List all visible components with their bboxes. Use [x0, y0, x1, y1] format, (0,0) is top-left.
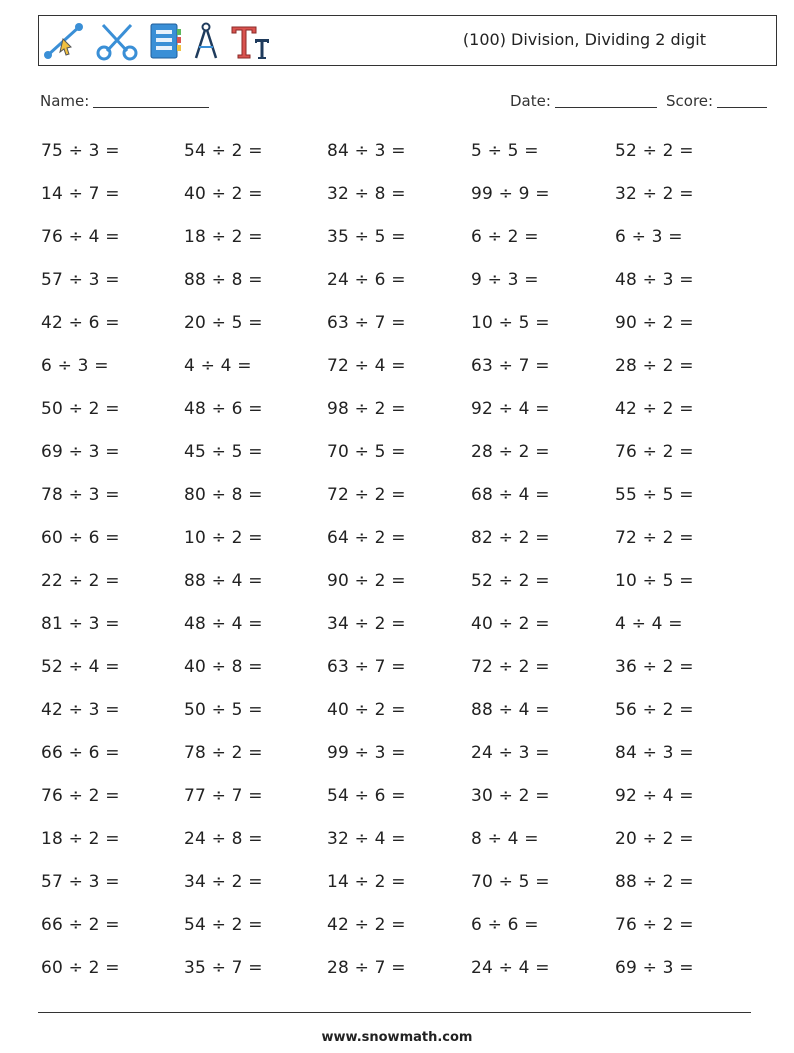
problem-item: 28 ÷ 2 = — [471, 442, 550, 462]
problem-item: 50 ÷ 2 = — [41, 399, 120, 419]
name-blank[interactable] — [93, 107, 209, 108]
problem-item: 18 ÷ 2 = — [184, 227, 263, 247]
problem-item: 72 ÷ 4 = — [327, 356, 406, 376]
name-field — [40, 92, 209, 110]
problem-item: 76 ÷ 2 = — [41, 786, 120, 806]
problem-item: 28 ÷ 2 = — [615, 356, 694, 376]
problem-item: 52 ÷ 2 = — [615, 141, 694, 161]
problem-item: 75 ÷ 3 = — [41, 141, 120, 161]
footer-divider — [38, 1012, 751, 1013]
problem-item: 8 ÷ 4 = — [471, 829, 539, 849]
problem-item: 81 ÷ 3 = — [41, 614, 120, 634]
problem-item: 52 ÷ 4 = — [41, 657, 120, 677]
problem-item: 18 ÷ 2 = — [41, 829, 120, 849]
problem-item: 76 ÷ 2 = — [615, 442, 694, 462]
header-icons — [43, 21, 273, 61]
problem-item: 68 ÷ 4 = — [471, 485, 550, 505]
problem-item: 30 ÷ 2 = — [471, 786, 550, 806]
problem-item: 24 ÷ 8 = — [184, 829, 263, 849]
problem-item: 4 ÷ 4 = — [184, 356, 252, 376]
line-tool-icon — [43, 21, 87, 61]
problem-item: 60 ÷ 2 = — [41, 958, 120, 978]
problem-item: 76 ÷ 2 = — [615, 915, 694, 935]
problem-item: 45 ÷ 5 = — [184, 442, 263, 462]
problem-item: 76 ÷ 4 = — [41, 227, 120, 247]
problem-item: 72 ÷ 2 = — [471, 657, 550, 677]
problem-item: 78 ÷ 2 = — [184, 743, 263, 763]
problem-item: 14 ÷ 2 = — [327, 872, 406, 892]
problem-item: 6 ÷ 6 = — [471, 915, 539, 935]
problem-item: 35 ÷ 5 = — [327, 227, 406, 247]
problem-item: 48 ÷ 4 = — [184, 614, 263, 634]
problem-item: 88 ÷ 8 = — [184, 270, 263, 290]
notebook-icon — [147, 21, 183, 61]
problem-item: 22 ÷ 2 = — [41, 571, 120, 591]
header-box — [38, 15, 777, 66]
problem-item: 32 ÷ 8 = — [327, 184, 406, 204]
worksheet-title: (100) Division, Dividing 2 digit — [462, 30, 706, 49]
problem-item: 35 ÷ 7 = — [184, 958, 263, 978]
problem-item: 69 ÷ 3 = — [41, 442, 120, 462]
footer-url: www.snowmath.com — [321, 1030, 473, 1045]
date-blank[interactable] — [555, 107, 657, 108]
problem-item: 42 ÷ 2 = — [615, 399, 694, 419]
date-label: Date: — [510, 92, 551, 110]
problem-item: 84 ÷ 3 = — [615, 743, 694, 763]
compass-icon — [191, 21, 221, 61]
problem-item: 77 ÷ 7 = — [184, 786, 263, 806]
problem-item: 6 ÷ 3 = — [615, 227, 683, 247]
date-field — [510, 92, 657, 110]
problem-item: 24 ÷ 6 = — [327, 270, 406, 290]
problem-item: 10 ÷ 5 = — [471, 313, 550, 333]
problem-item: 72 ÷ 2 = — [615, 528, 694, 548]
problem-item: 6 ÷ 2 = — [471, 227, 539, 247]
problem-item: 24 ÷ 3 = — [471, 743, 550, 763]
problem-item: 36 ÷ 2 = — [615, 657, 694, 677]
text-size-icon — [229, 21, 273, 61]
problem-item: 6 ÷ 3 = — [41, 356, 109, 376]
problem-item: 90 ÷ 2 = — [327, 571, 406, 591]
name-label: Name: — [40, 92, 90, 110]
problem-item: 55 ÷ 5 = — [615, 485, 694, 505]
problem-item: 84 ÷ 3 = — [327, 141, 406, 161]
problem-item: 42 ÷ 3 = — [41, 700, 120, 720]
problem-item: 66 ÷ 6 = — [41, 743, 120, 763]
problem-item: 57 ÷ 3 = — [41, 270, 120, 290]
problem-item: 14 ÷ 7 = — [41, 184, 120, 204]
problem-item: 60 ÷ 6 = — [41, 528, 120, 548]
problem-item: 63 ÷ 7 = — [471, 356, 550, 376]
problem-item: 5 ÷ 5 = — [471, 141, 539, 161]
problem-item: 34 ÷ 2 = — [327, 614, 406, 634]
problem-item: 24 ÷ 4 = — [471, 958, 550, 978]
problem-item: 63 ÷ 7 = — [327, 313, 406, 333]
problem-item: 82 ÷ 2 = — [471, 528, 550, 548]
problem-item: 42 ÷ 6 = — [41, 313, 120, 333]
problem-item: 69 ÷ 3 = — [615, 958, 694, 978]
problem-item: 72 ÷ 2 = — [327, 485, 406, 505]
problem-item: 64 ÷ 2 = — [327, 528, 406, 548]
problem-item: 54 ÷ 2 = — [184, 141, 263, 161]
problem-item: 66 ÷ 2 = — [41, 915, 120, 935]
problem-item: 50 ÷ 5 = — [184, 700, 263, 720]
problem-item: 80 ÷ 8 = — [184, 485, 263, 505]
problem-item: 78 ÷ 3 = — [41, 485, 120, 505]
problem-item: 56 ÷ 2 = — [615, 700, 694, 720]
problem-item: 34 ÷ 2 = — [184, 872, 263, 892]
score-field — [666, 92, 767, 110]
problem-item: 4 ÷ 4 = — [615, 614, 683, 634]
problem-item: 42 ÷ 2 = — [327, 915, 406, 935]
problem-item: 40 ÷ 2 = — [471, 614, 550, 634]
problem-item: 20 ÷ 5 = — [184, 313, 263, 333]
problem-item: 92 ÷ 4 = — [471, 399, 550, 419]
problem-item: 70 ÷ 5 = — [327, 442, 406, 462]
problem-item: 40 ÷ 2 = — [327, 700, 406, 720]
problem-item: 92 ÷ 4 = — [615, 786, 694, 806]
problem-item: 99 ÷ 3 = — [327, 743, 406, 763]
problem-item: 32 ÷ 2 = — [615, 184, 694, 204]
problem-item: 88 ÷ 4 = — [471, 700, 550, 720]
problem-item: 88 ÷ 2 = — [615, 872, 694, 892]
problem-item: 10 ÷ 5 = — [615, 571, 694, 591]
problem-item: 28 ÷ 7 = — [327, 958, 406, 978]
problem-item: 99 ÷ 9 = — [471, 184, 550, 204]
problem-item: 90 ÷ 2 = — [615, 313, 694, 333]
problem-item: 54 ÷ 6 = — [327, 786, 406, 806]
problem-item: 70 ÷ 5 = — [471, 872, 550, 892]
problem-item: 40 ÷ 8 = — [184, 657, 263, 677]
score-blank[interactable] — [717, 107, 767, 108]
score-label: Score: — [666, 92, 714, 110]
problem-item: 57 ÷ 3 = — [41, 872, 120, 892]
scissors-icon — [95, 21, 139, 61]
problem-item: 88 ÷ 4 = — [184, 571, 263, 591]
problem-grid — [41, 141, 761, 1001]
problem-item: 32 ÷ 4 = — [327, 829, 406, 849]
problem-item: 9 ÷ 3 = — [471, 270, 539, 290]
problem-item: 63 ÷ 7 = — [327, 657, 406, 677]
problem-item: 10 ÷ 2 = — [184, 528, 263, 548]
problem-item: 52 ÷ 2 = — [471, 571, 550, 591]
problem-item: 48 ÷ 3 = — [615, 270, 694, 290]
problem-item: 40 ÷ 2 = — [184, 184, 263, 204]
problem-item: 48 ÷ 6 = — [184, 399, 263, 419]
problem-item: 98 ÷ 2 = — [327, 399, 406, 419]
problem-item: 20 ÷ 2 = — [615, 829, 694, 849]
problem-item: 54 ÷ 2 = — [184, 915, 263, 935]
